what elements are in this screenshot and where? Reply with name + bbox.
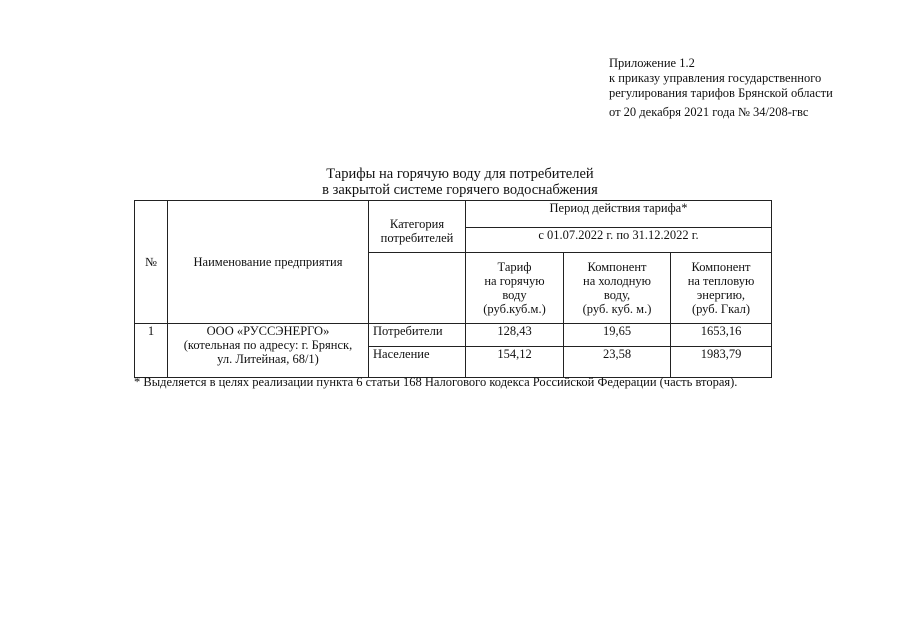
header-cold-line: Компонент xyxy=(587,260,647,274)
appendix-line: регулирования тарифов Брянской области xyxy=(609,86,833,100)
tariff-table xyxy=(134,200,772,378)
header-tariff-line: воду xyxy=(502,288,527,302)
heat-component-value: 1983,79 xyxy=(671,347,772,378)
appendix-line: Приложение 1.2 xyxy=(609,56,695,70)
header-tariff-line: на горячую xyxy=(484,274,545,288)
header-category-line: Категория xyxy=(389,217,445,231)
enterprise-name xyxy=(168,324,369,378)
header-heat-line: (руб. Гкал) xyxy=(691,302,751,316)
header-heat-line: Компонент xyxy=(691,260,751,274)
appendix-line: к приказу управления государственного xyxy=(609,71,822,85)
header-cold-line: на холодную xyxy=(583,274,651,288)
header-cold-line: (руб. куб. м.) xyxy=(582,302,652,316)
header-name: Наименование предприятия xyxy=(168,201,369,324)
header-dates: с 01.07.2022 г. по 31.12.2022 г. xyxy=(466,228,772,253)
table-row xyxy=(135,324,772,347)
header-period: Период действия тарифа* xyxy=(466,201,772,228)
header-heat-component xyxy=(671,253,772,324)
header-category xyxy=(369,201,466,253)
header-tariff-line: Тариф xyxy=(497,260,532,274)
enterprise-name-line: ул. Литейная, 68/1) xyxy=(217,352,319,366)
title-line: в закрытой системе горячего водоснабжения xyxy=(322,182,598,198)
enterprise-name-line: ООО «РУССЭНЕРГО» xyxy=(206,324,330,338)
cold-component-value: 23,58 xyxy=(564,347,671,378)
heat-component-value: 1653,16 xyxy=(671,324,772,347)
appendix-block xyxy=(609,56,833,120)
tariff-value: 128,43 xyxy=(466,324,564,347)
row-num: 1 xyxy=(135,324,168,378)
header-cold-component xyxy=(564,253,671,324)
category-cell: Население xyxy=(369,347,466,378)
document-title xyxy=(180,166,740,198)
tariff-value: 154,12 xyxy=(466,347,564,378)
category-cell: Потребители xyxy=(369,324,466,347)
enterprise-name-line: (котельная по адресу: г. Брянск, xyxy=(183,338,353,352)
footnote: * Выделяется в целях реализации пункта 6 статьи 168 Налогового кодекса Российской Федерации (часть вторая). xyxy=(134,375,738,389)
header-tariff-line: (руб.куб.м.) xyxy=(483,302,546,316)
header-category-spacer xyxy=(369,253,466,324)
header-heat-line: энергию, xyxy=(696,288,746,302)
header-category-line: потребителей xyxy=(380,231,454,245)
header-heat-line: на тепловую xyxy=(687,274,755,288)
cold-component-value: 19,65 xyxy=(564,324,671,347)
title-line: Тарифы на горячую воду для потребителей xyxy=(326,166,594,182)
header-cold-line: воду, xyxy=(603,288,631,302)
header-num: № xyxy=(135,201,168,324)
header-tariff xyxy=(466,253,564,324)
appendix-line: от 20 декабря 2021 года № 34/208-гвс xyxy=(609,105,809,119)
